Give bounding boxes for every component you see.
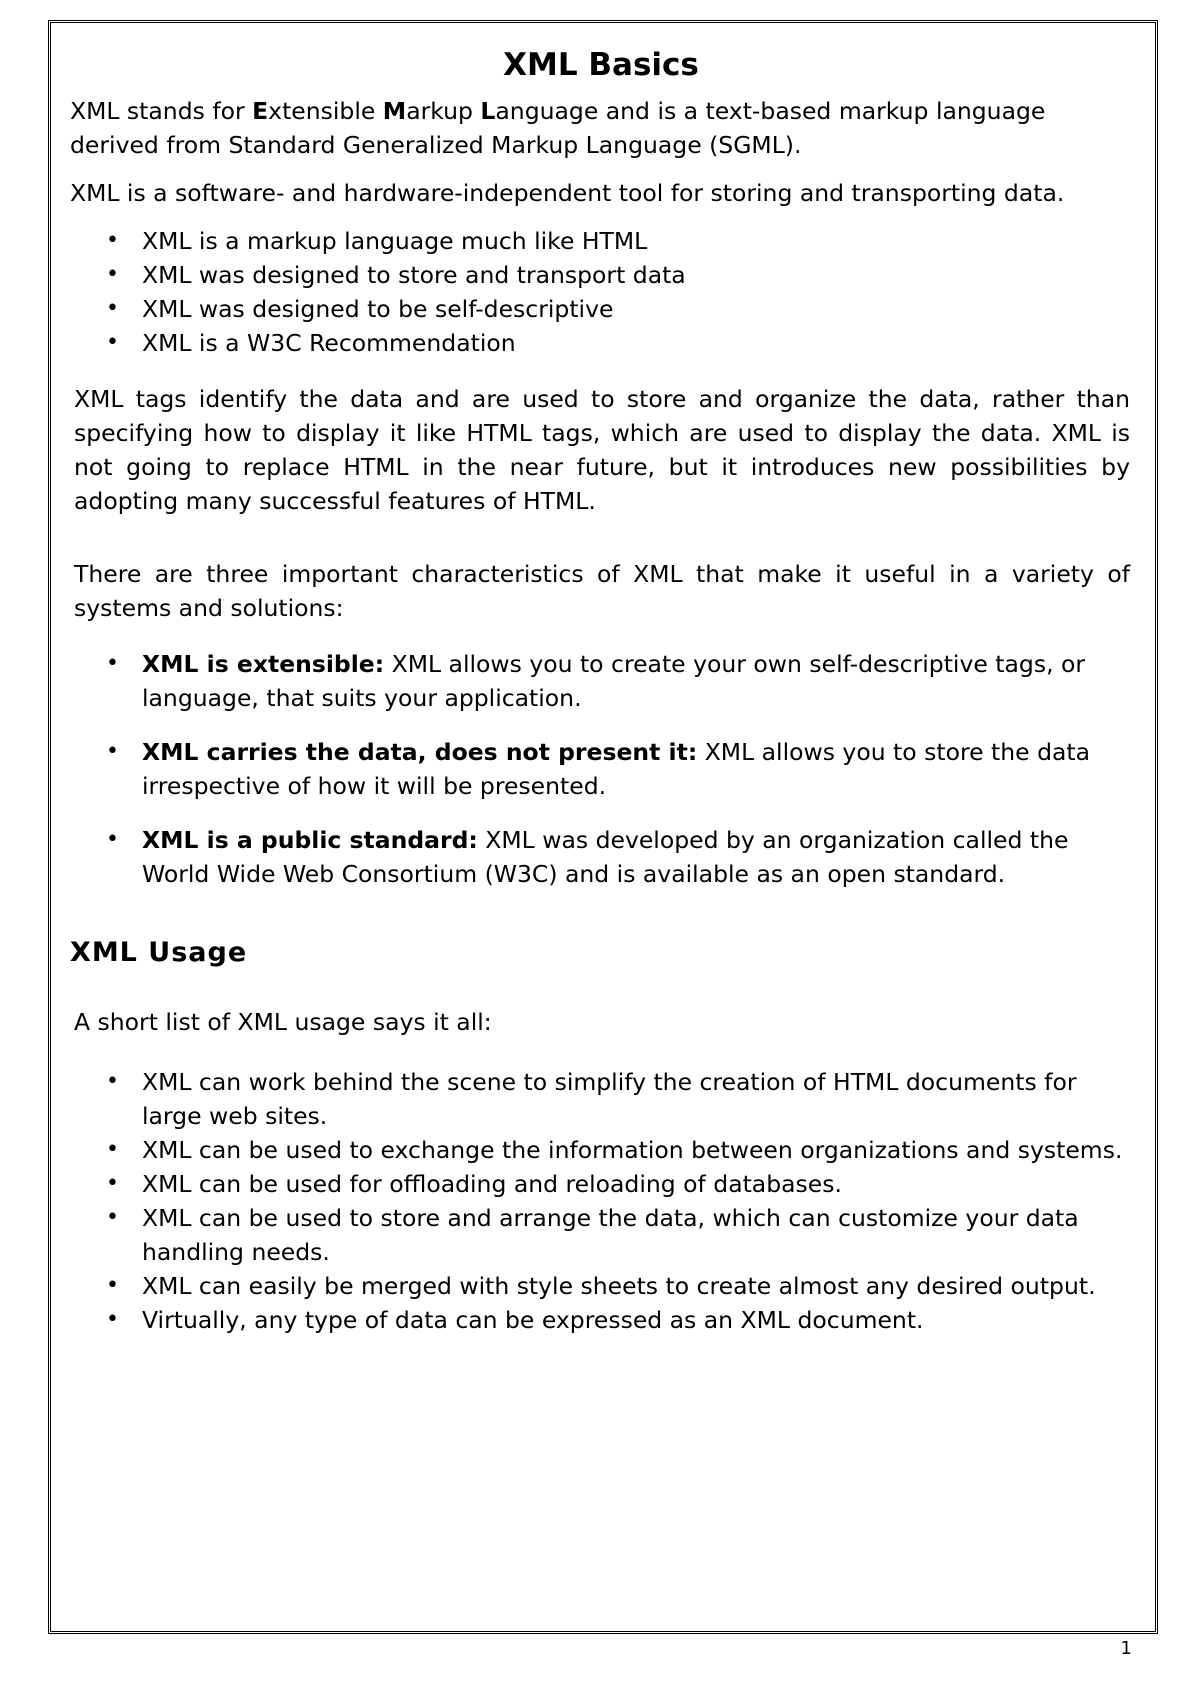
list-item: • XML was designed to be self-descriptive [70, 292, 1132, 326]
basics-list [70, 224, 1132, 360]
list-item: • XML can be used to store and arrange the data, which can customize your data handling needs. [70, 1201, 1132, 1269]
characteristics-list [70, 647, 1132, 891]
document-body [70, 44, 1132, 1337]
list-item: • XML is a markup language much like HTML [70, 224, 1132, 258]
page-number: 1 [1120, 1638, 1132, 1659]
list-item: • XML carries the data, does not present it: XML allows you to store the data irrespective of how it will be presented. [70, 735, 1132, 803]
list-item: • XML is a W3C Recommendation [70, 326, 1132, 360]
list-item: • Virtually, any type of data can be expressed as an XML document. [70, 1303, 1132, 1337]
list-item: • XML can be used to exchange the information between organizations and systems. [70, 1133, 1132, 1167]
characteristic-term: XML is extensible: [142, 650, 385, 678]
list-item: • XML is a public standard: XML was developed by an organization called the World Wide Web Consortium (W3C) and is available as an open standard. [70, 823, 1132, 891]
intro-paragraph-1: XML stands for Extensible Markup Language and is a text-based markup language derived from Standard Generalized Markup Language (SGML). [70, 97, 1046, 159]
intro-paragraph-2: XML is a software- and hardware-independent tool for storing and transporting data. [70, 179, 1065, 207]
characteristic-term: XML is a public standard: [142, 826, 478, 854]
tags-paragraph: XML tags identify the data and are used to store and organize the data, rather than specifying how to display it like HTML tags, which are used to display the data. XML is not going to replace HTML in the near future, but it introduces new possibilities by adopting many successful features of HTML. [74, 385, 1130, 515]
list-item: • XML is extensible: XML allows you to create your own self-descriptive tags, or language, that suits your application. [70, 647, 1132, 715]
list-item: • XML was designed to store and transport data [70, 258, 1132, 292]
page-title: XML Basics [503, 47, 699, 83]
section-heading-usage: XML Usage [70, 937, 248, 968]
list-item: • XML can be used for offloading and reloading of databases. [70, 1167, 1132, 1201]
characteristics-intro: There are three important characteristics of XML that make it useful in a variety of systems and solutions: [74, 560, 1130, 622]
usage-list [70, 1065, 1132, 1337]
list-item: • XML can easily be merged with style sheets to create almost any desired output. [70, 1269, 1132, 1303]
list-item: • XML can work behind the scene to simplify the creation of HTML documents for large web sites. [70, 1065, 1132, 1133]
usage-intro: A short list of XML usage says it all: [74, 1008, 492, 1036]
characteristic-term: XML carries the data, does not present it: [142, 738, 698, 766]
